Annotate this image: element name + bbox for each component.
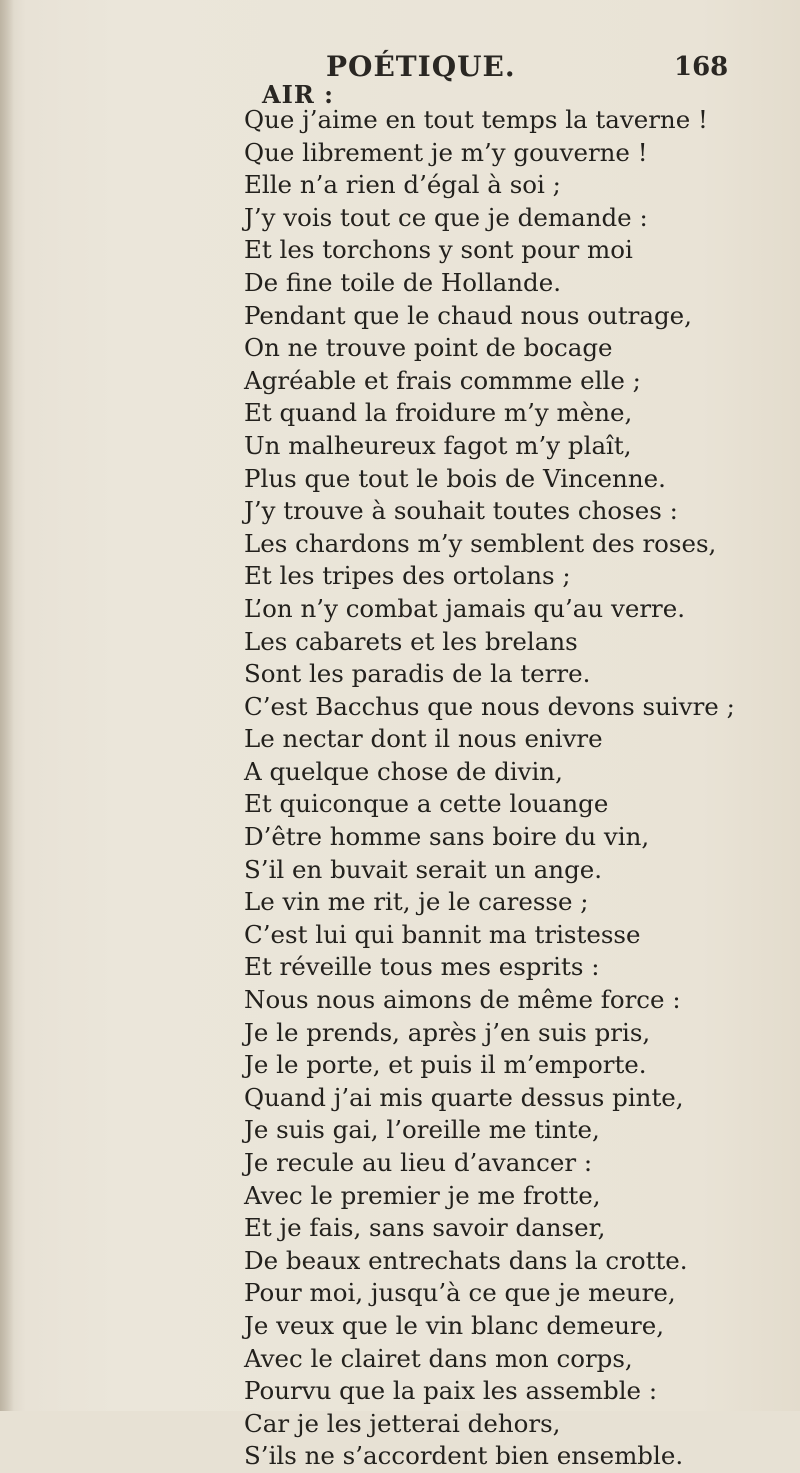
poem-line: Je suis gai, l’oreille me tinte, bbox=[244, 1115, 600, 1145]
poem-line: Que librement je m’y gouverne ! bbox=[244, 137, 648, 167]
poem-line: Je le porte, et puis il m’emporte. bbox=[244, 1050, 647, 1080]
poem-line: Pourvu que la paix les assemble : bbox=[244, 1376, 658, 1406]
poem-line: Et quiconque a cette louange bbox=[244, 789, 609, 819]
poem-line: J’y vois tout ce que je demande : bbox=[244, 202, 648, 232]
poem-line: C’est lui qui bannit ma tristesse bbox=[244, 919, 641, 949]
poem-line: Quand j’ai mis quarte dessus pinte, bbox=[244, 1082, 684, 1112]
poem-line: De fine toile de Hollande. bbox=[244, 267, 562, 297]
poem-line: Et je fais, sans savoir danser, bbox=[244, 1213, 606, 1243]
poem-line: Nous nous aimons de même force : bbox=[244, 985, 681, 1015]
poem-line: Car je les jetterai dehors, bbox=[244, 1408, 561, 1438]
poem-line: Un malheureux fagot m’y plaît, bbox=[244, 430, 632, 460]
poem-line: J’y trouve à souhait toutes choses : bbox=[244, 496, 678, 526]
poem-line: Pour moi, jusqu’à ce que je meure, bbox=[244, 1278, 676, 1308]
poem-line: Je le prends, après j’en suis pris, bbox=[244, 1017, 651, 1047]
poem-line: Je veux que le vin blanc demeure, bbox=[244, 1310, 665, 1340]
poem-line: C’est Bacchus que nous devons suivre ; bbox=[244, 691, 735, 721]
poem-line: On ne trouve point de bocage bbox=[244, 333, 613, 363]
poem-line: Le nectar dont il nous enivre bbox=[244, 724, 603, 754]
page-number: 168 bbox=[674, 52, 729, 82]
running-head-title: POÉTIQUE. bbox=[326, 50, 516, 83]
air-label: AIR : bbox=[262, 80, 335, 109]
poem-line: De beaux entrechats dans la crotte. bbox=[244, 1245, 688, 1275]
poem-line: Je recule au lieu d’avancer : bbox=[244, 1148, 593, 1177]
poem-line: Que j’aime en tout temps la taverne ! bbox=[244, 105, 708, 134]
poem-line: Sont les paradis de la terre. bbox=[244, 659, 591, 689]
poem-line: L’on n’y combat jamais qu’au verre. bbox=[244, 593, 686, 623]
poem-line: Elle n’a rien d’égal à soi ; bbox=[244, 170, 561, 200]
poem-line: Le vin me rit, je le caresse ; bbox=[244, 887, 589, 917]
poem-line: S’ils ne s’accordent bien ensemble. bbox=[244, 1441, 684, 1471]
poem-line: A quelque chose de divin, bbox=[244, 756, 563, 786]
poem-line: Avec le clairet dans mon corps, bbox=[244, 1343, 633, 1373]
poem-line: Et réveille tous mes esprits : bbox=[244, 952, 600, 982]
poem-line: Avec le premier je me frotte, bbox=[244, 1180, 601, 1210]
poem-line: Et les torchons y sont pour moi bbox=[244, 235, 633, 265]
poem-line: Pendant que le chaud nous outrage, bbox=[244, 300, 692, 330]
poem-line: Plus que tout le bois de Vincenne. bbox=[244, 463, 666, 493]
poem-line: Les chardons m’y semblent des roses, bbox=[244, 528, 717, 558]
poem-line: Et quand la froidure m’y mène, bbox=[244, 398, 633, 428]
poem-verse bbox=[244, 104, 735, 1473]
poem-line: D’être homme sans boire du vin, bbox=[244, 822, 650, 852]
poem-line: Les cabarets et les brelans bbox=[244, 626, 578, 656]
poem-line: S’il en buvait serait un ange. bbox=[244, 854, 603, 884]
poem-line: Agréable et frais commme elle ; bbox=[244, 365, 641, 395]
page-gutter-shadow bbox=[0, 0, 14, 1411]
poem-line: Et les tripes des ortolans ; bbox=[244, 561, 571, 591]
